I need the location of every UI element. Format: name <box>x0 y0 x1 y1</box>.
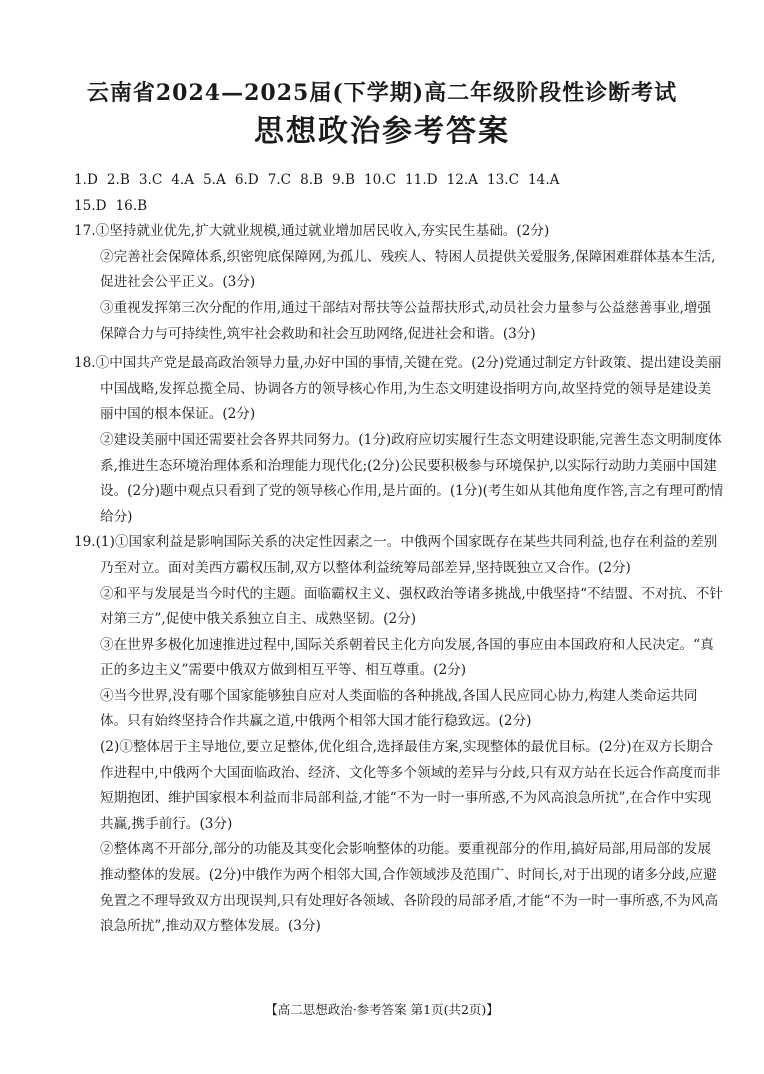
mc-answer: 15.D <box>74 197 107 214</box>
q19-part2-point-1: (2)①整体居于主导地位,要立足整体,优化组合,选择最佳方案,实现整体的最优目标。(2分)在双方长期合作进程中,中俄两个大国面临政治、经济、文化等多个领域的差异与分歧,只有双方站在长远合作高度而非短期抱团、维护国家根本利益而非局部利益,才能“不为一时一事所惑,不为风高浪急所扰”,在合作中实现共赢,携手前行。(3分) <box>100 739 721 832</box>
mc-answer: 12.A <box>446 172 478 188</box>
q19-part1-point-4: ④当今世界,没有哪个国家能够独自应对人类面临的各种挑战,各国人民应同心协力,构建人类命运共同体。只有始终坚持合作共赢之道,中俄两个相邻大国才能行稳致远。(2分) <box>100 687 698 730</box>
answer-key-title: 思想政治参考答案 <box>254 114 510 149</box>
mc-answer: 2.B <box>106 172 130 188</box>
q18-point-2: ②建设美丽中国还需要社会各界共同努力。(1分)政府应切实履行生态文明建设职能,完善生态文明制度体系,推进生态环境治理体系和治理能力现代化;(2分)公民要积极参与环境保护,以实际行动助力美丽中国建设。(2分)题中观点只看到了党的领导核心作用,是片面的。(1分)(考生如从其他角度作答,言之有理可酌情给分) <box>100 431 724 525</box>
q17-point-3: ③重视发挥第三次分配的作用,通过干部结对帮扶等公益帮扶形式,动员社会力量参与公益慈善事业,增强保障合力与可持续性,筑牢社会救助和社会互助网络,促进社会和谐。(3分) <box>100 299 712 342</box>
q17-point-1: 17.①坚持就业优先,扩大就业规模,通过就业增加居民收入,夯实民生基础。(2分) <box>74 223 550 240</box>
q19-part1-point-1: 19.(1)①国家利益是影响国际关系的决定性因素之一。中俄两个国家既存在某些共同利益,也存在利益的差别乃至对立。面对美西方霸权压制,双方以整体利益统筹局部差异,坚持既独立又合作。(2分) <box>74 534 718 576</box>
mc-answer: 1.D <box>74 172 98 188</box>
q19-part1-point-2: ②和平与发展是当今时代的主题。面临霸权主义、强权政治等诸多挑战,中俄坚持“不结盟、不对抗、不针对第三方”,促使中俄关系独立自主、成熟坚韧。(2分) <box>100 585 723 628</box>
q19-part1-point-3: ③在世界多极化加速推进过程中,国际关系朝着民主化方向发展,各国的事应由本国政府和人民决定。“真正的多边主义”需要中俄双方做到相互平等、相互尊重。(2分) <box>100 636 714 679</box>
answer-content <box>74 168 724 940</box>
exam-title: 云南省2024—2025届(下学期)高二年级阶段性诊断考试 <box>86 80 678 106</box>
page-footer: 【高二思想政治·参考答案 第1页(共2页)】 <box>265 1002 499 1017</box>
mc-answer: 10.C <box>364 172 397 188</box>
mc-answer: 5.A <box>203 172 226 188</box>
mc-answers-row-1 <box>74 168 724 194</box>
mc-answer: 8.B <box>300 172 324 188</box>
mc-answer: 9.B <box>332 172 355 188</box>
q19-part2-point-2: ②整体离不开部分,部分的功能及其变化会影响整体的功能。要重视部分的作用,搞好局部,用局部的发展推动整体的发展。(2分)中俄作为两个相邻大国,合作领域涉及范围广、时间长,对于出现的诸多分歧,应避免置之不理导致双方出现误判,只有处理好各领域、各阶段的局部矛盾,才能“不为一时一事所惑,不为风高浪急所扰”,推动双方整体发展。(3分) <box>100 841 719 935</box>
mc-answer: 3.C <box>138 172 163 188</box>
mc-answer: 6.D <box>234 172 259 188</box>
mc-answers-row-2 <box>74 194 724 220</box>
q18-point-1: 18.①中国共产党是最高政治领导力量,办好中国的事情,关键在党。(2分)党通过制定方针政策、提出建设美丽中国战略,发挥总揽全局、协调各方的领导核心作用,为生态文明建设指明方向,故坚持党的领导是建设美丽中国的根本保证。(2分) <box>74 355 722 423</box>
q17-point-2: ②完善社会保障体系,织密兜底保障网,为孤儿、残疾人、特困人员提供关爱服务,保障困难群体基本生活,促进社会公平正义。(3分) <box>100 248 716 291</box>
mc-answer: 13.C <box>487 172 520 188</box>
mc-answer: 7.C <box>267 172 292 188</box>
mc-answer: 16.B <box>115 197 148 214</box>
mc-answer: 14.A <box>528 172 560 188</box>
mc-answer: 11.D <box>405 172 438 188</box>
mc-answer: 4.A <box>171 172 195 188</box>
